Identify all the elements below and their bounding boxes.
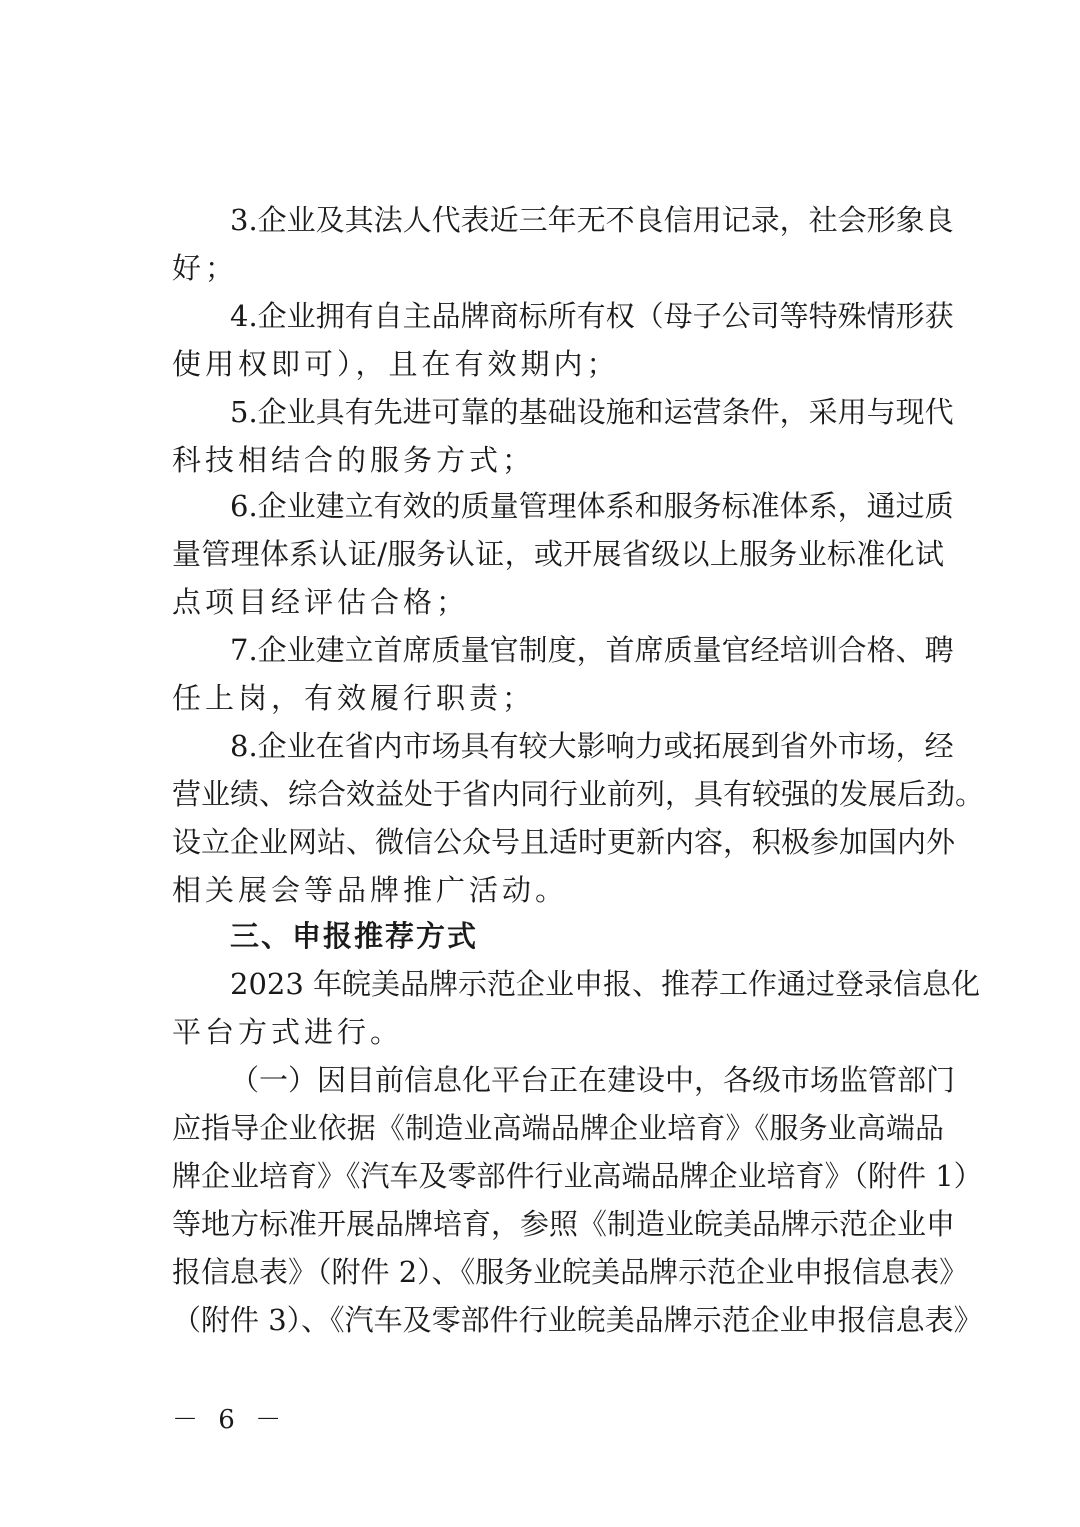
item-1-line-6: （附件 3）、《汽车及零部件行业皖美品牌示范企业申报信息表》 bbox=[172, 1303, 983, 1337]
item-1-line-5: 报信息表》（附件 2）、《服务业皖美品牌示范企业申报信息表》 bbox=[172, 1255, 969, 1289]
section-intro-line-2: 平台方式进行。 bbox=[172, 1015, 404, 1049]
item-1-line-4: 等地方标准开展品牌培育，参照《制造业皖美品牌示范企业申 bbox=[172, 1207, 956, 1241]
section-heading: 三、申报推荐方式 bbox=[230, 919, 479, 953]
paragraph-3-line-2: 好； bbox=[172, 251, 239, 285]
paragraph-5-line-1: 5.企业具有先进可靠的基础设施和运营条件，采用与现代 bbox=[230, 395, 954, 429]
paragraph-5-line-2: 科技相结合的服务方式； bbox=[172, 443, 536, 477]
page-number: － 6 － bbox=[172, 1405, 288, 1435]
paragraph-6-line-2: 量管理体系认证/服务认证，或开展省级以上服务业标准化试 bbox=[172, 537, 944, 571]
item-1-line-1: （一）因目前信息化平台正在建设中，各级市场监管部门 bbox=[230, 1063, 956, 1097]
paragraph-6-line-3: 点项目经评估合格； bbox=[172, 585, 470, 619]
paragraph-8-line-2: 营业绩、综合效益处于省内同行业前列，具有较强的发展后劲。 bbox=[172, 777, 985, 811]
paragraph-7-line-1: 7.企业建立首席质量官制度，首席质量官经培训合格、聘 bbox=[230, 633, 954, 667]
paragraph-3-line-1: 3.企业及其法人代表近三年无不良信用记录，社会形象良 bbox=[230, 203, 954, 237]
paragraph-8-line-1: 8.企业在省内市场具有较大影响力或拓展到省外市场，经 bbox=[230, 729, 954, 763]
item-1-line-2: 应指导企业依据《制造业高端品牌企业培育》《服务业高端品 bbox=[172, 1111, 944, 1145]
paragraph-4-line-1: 4.企业拥有自主品牌商标所有权（母子公司等特殊情形获 bbox=[230, 299, 954, 333]
paragraph-8-line-3: 设立企业网站、微信公众号且适时更新内容，积极参加国内外 bbox=[172, 825, 956, 859]
paragraph-4-line-2: 使用权即可），且在有效期内； bbox=[172, 347, 620, 381]
paragraph-6-line-1: 6.企业建立有效的质量管理体系和服务标准体系，通过质 bbox=[230, 489, 954, 523]
section-intro-line-1: 2023 年皖美品牌示范企业申报、推荐工作通过登录信息化 bbox=[230, 967, 981, 1001]
paragraph-8-line-4: 相关展会等品牌推广活动。 bbox=[172, 873, 569, 907]
item-1-line-3: 牌企业培育》《汽车及零部件行业高端品牌企业培育》（附件 1） bbox=[172, 1159, 983, 1193]
paragraph-7-line-2: 任上岗，有效履行职责； bbox=[172, 681, 536, 715]
